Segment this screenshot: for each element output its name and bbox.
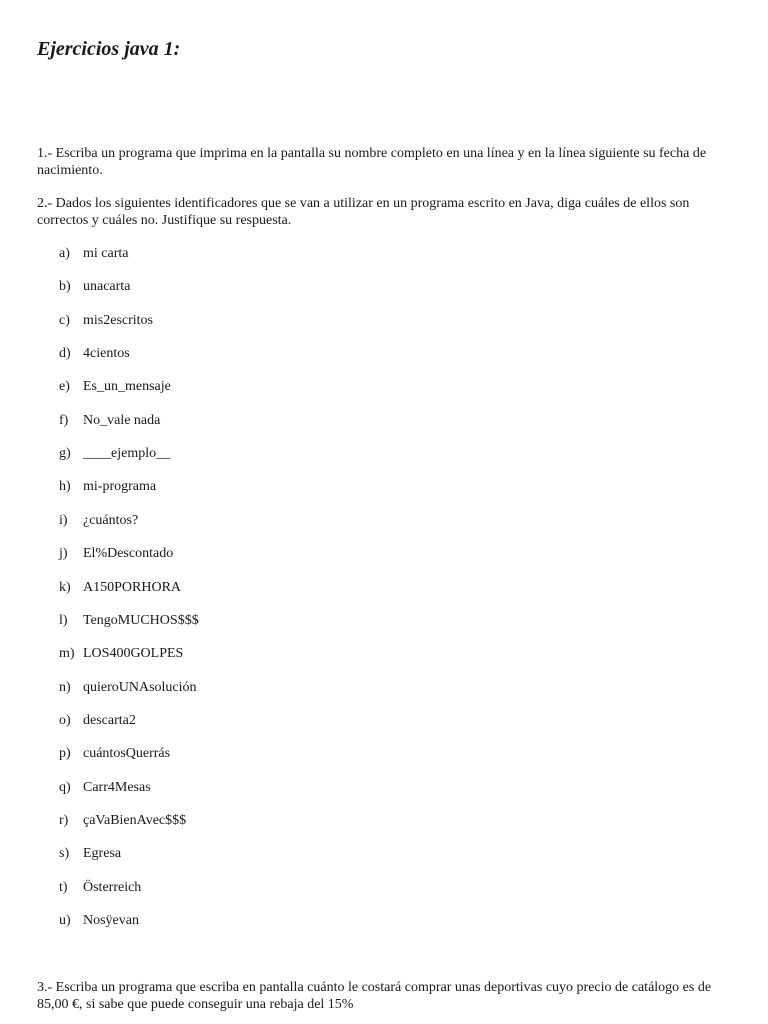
list-item-text: Carr4Mesas [83,780,151,795]
list-item-text: cuántosQuerrás [83,746,171,761]
list-item-letter: d) [59,346,71,361]
list-item-letter: k) [59,580,71,595]
list-item-text: LOS400GOLPES [83,646,184,661]
list-item-letter: o) [59,713,71,728]
list-item-text: El%Descontado [83,546,174,561]
list-item-letter: c) [59,313,70,328]
list-item-text: çaVaBienAvec$$$ [83,813,187,828]
list-item-text: mi-programa [83,479,157,494]
exercise-3-text: 3.- Escriba un programa que escriba en pantalla cuánto le costará comprar unas deportivas cuyo precio de catálogo es de 85,00 €, si sabe que puede conseguir una rebaja del 15% [37,980,712,1012]
list-item-letter: a) [59,246,70,261]
list-item-letter: s) [59,846,70,861]
list-item-text: Österreich [83,880,142,895]
list-item-letter: u) [59,913,71,928]
document-title: Ejercicios java 1: [37,38,181,60]
list-item-text: Es_un_mensaje [83,379,171,394]
list-item-letter: r) [59,813,69,828]
list-item-letter: h) [59,479,71,494]
list-item-text: descarta2 [83,713,136,728]
list-item-letter: i) [59,513,68,528]
list-item-text: No_vale nada [83,413,161,428]
list-item-text: quieroUNAsolución [83,680,197,695]
list-item-letter: l) [59,613,68,628]
list-item-text: ____ejemplo__ [83,446,171,461]
list-item-text: mi carta [83,246,129,261]
list-item-text: Nosÿevan [83,913,139,928]
list-item-text: TengoMUCHOS$$$ [83,613,199,628]
list-item-text: A150PORHORA [83,580,182,595]
list-item-letter: b) [59,279,71,294]
list-item-text: ¿cuántos? [83,513,139,528]
list-item-letter: m) [59,646,75,661]
list-item-letter: p) [59,746,71,761]
list-item-letter: g) [59,446,71,461]
list-item-text: mis2escritos [83,313,153,328]
list-item-letter: e) [59,379,70,394]
exercise-2-text: 2.- Dados los siguientes identificadores que se van a utilizar en un programa escrito en Java, diga cuáles de ellos son correctos y cuáles no. Justifique su respuesta. [37,196,690,228]
list-item-text: unacarta [83,279,131,294]
list-item-letter: q) [59,780,71,795]
list-item-text: Egresa [83,846,122,861]
list-item-letter: n) [59,680,71,695]
list-item-letter: f) [59,413,69,428]
list-item-letter: t) [59,880,68,895]
exercise-1-text: 1.- Escriba un programa que imprima en la pantalla su nombre completo en una línea y en la línea siguiente su fecha de nacimiento. [37,146,707,178]
list-item-text: 4cientos [83,346,130,361]
list-item-letter: j) [59,546,68,561]
